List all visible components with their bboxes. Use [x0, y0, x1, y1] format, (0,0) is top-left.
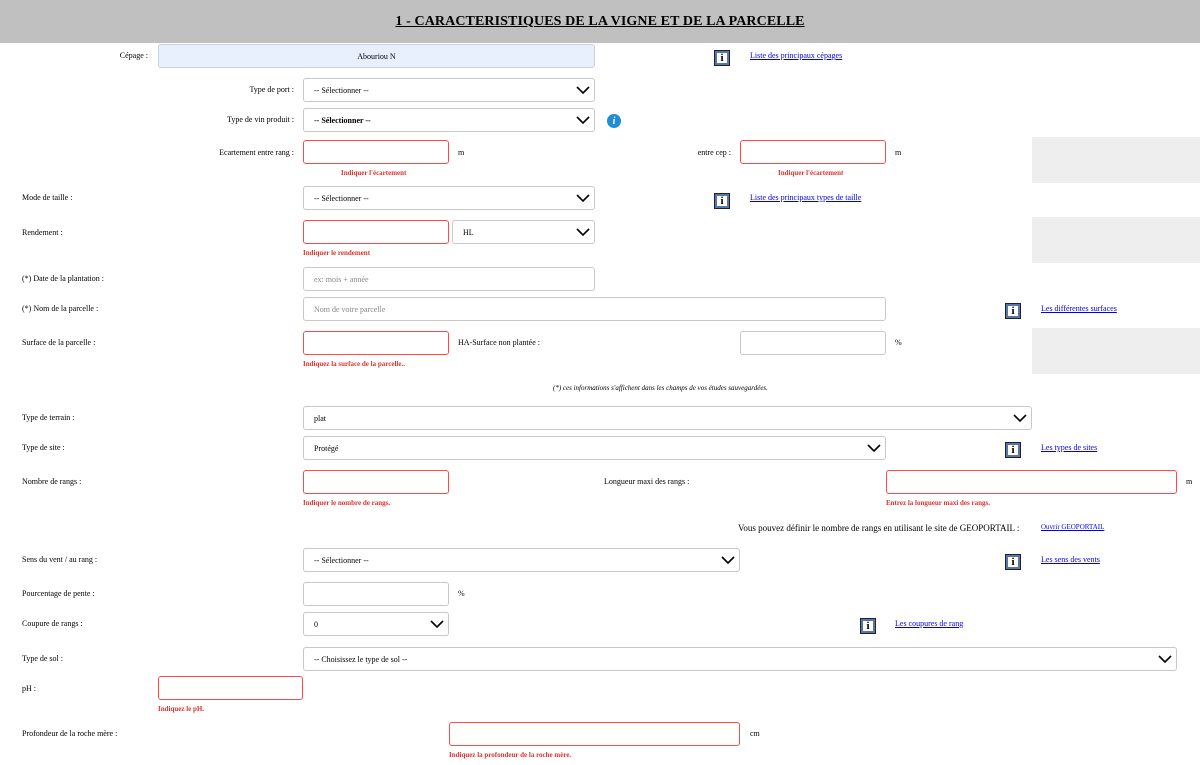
sens-vent-value: -- Sélectionner --: [314, 555, 369, 565]
ecartement-input[interactable]: [303, 140, 449, 164]
ph-input[interactable]: [158, 676, 303, 700]
nombre-rangs-error: Indiquer le nombre de rangs.: [303, 499, 391, 507]
profondeur-error: Indiquez la profondeur de la roche mère.: [449, 751, 572, 759]
cepages-link[interactable]: Liste des principaux cépages: [750, 51, 843, 60]
profondeur-unit: cm: [750, 729, 760, 738]
surface-non-plantee-input[interactable]: [740, 331, 886, 355]
ecartement-error: Indiquer l'écartement: [341, 169, 407, 177]
type-port-select[interactable]: [303, 78, 595, 102]
profondeur-label: Profondeur de la roche mère :: [22, 729, 118, 738]
rendement-label: Rendement :: [22, 228, 63, 237]
rendement-unit-select[interactable]: [452, 220, 595, 244]
section-header: [0, 0, 1200, 43]
info-icon[interactable]: i: [1006, 555, 1020, 569]
chevron-down-icon: [576, 115, 590, 125]
coupures-link[interactable]: Les coupures de rang: [895, 619, 964, 628]
info-icon[interactable]: i: [715, 194, 729, 208]
nombre-rangs-input[interactable]: [303, 470, 449, 494]
longueur-input[interactable]: [886, 470, 1177, 494]
mode-taille-value: -- Sélectionner --: [314, 193, 369, 203]
mode-taille-select[interactable]: [303, 186, 595, 210]
surfaces-link[interactable]: Les différentes surfaces: [1041, 304, 1117, 313]
coupure-value: 0: [314, 619, 318, 629]
ph-error: Indiquez le pH.: [158, 705, 205, 713]
rendement-input[interactable]: [303, 220, 449, 244]
rendement-error: Indiquer le rendement: [303, 249, 371, 257]
type-terrain-select[interactable]: [303, 406, 1032, 430]
profondeur-input[interactable]: [449, 722, 740, 746]
surface-input[interactable]: [303, 331, 449, 355]
entre-cep-unit: m: [895, 148, 902, 157]
cepage-label: Cépage :: [119, 51, 148, 60]
geoportail-text: Vous pouvez définir le nombre de rangs en utilisant le site de GEOPORTAIL :: [738, 523, 1020, 533]
chevron-down-icon: [867, 443, 881, 453]
type-vin-select[interactable]: [303, 108, 595, 132]
entre-cep-label: entre cep :: [697, 148, 731, 157]
longueur-label: Longueur maxi des rangs :: [604, 477, 690, 486]
types-sites-link[interactable]: Les types de sites: [1041, 443, 1098, 452]
type-sol-value: -- Choisissez le type de sol --: [314, 654, 408, 664]
info-icon[interactable]: i: [1006, 443, 1020, 457]
type-sol-label: Type de sol :: [22, 654, 63, 663]
grey-panel: [1032, 137, 1200, 183]
sens-vent-label: Sens du vent / au rang :: [22, 555, 98, 564]
surface-label: Surface de la parcelle :: [22, 338, 96, 347]
ph-label: pH :: [22, 684, 36, 693]
longueur-unit: m: [1186, 477, 1193, 486]
type-terrain-value: plat: [314, 413, 326, 423]
pente-label: Pourcentage de pente :: [22, 589, 95, 598]
info-icon[interactable]: i: [1006, 304, 1020, 318]
geoportail-link[interactable]: Ouvrir GEOPORTAIL: [1041, 523, 1105, 531]
surface-percent: %: [895, 338, 902, 347]
date-plantation-label: (*) Date de la plantation :: [22, 274, 104, 283]
type-site-label: Type de site :: [22, 443, 65, 452]
coupure-label: Coupure de rangs :: [22, 619, 83, 628]
nombre-rangs-label: Nombre de rangs :: [22, 477, 82, 486]
info-circle-icon[interactable]: i: [607, 114, 621, 128]
type-port-value: -- Sélectionner --: [314, 85, 369, 95]
nom-parcelle-label: (*) Nom de la parcelle :: [22, 304, 99, 313]
type-terrain-label: Type de terrain :: [22, 413, 75, 422]
rendement-unit-value: HL: [463, 227, 474, 237]
pente-input[interactable]: [303, 582, 449, 606]
type-site-value: Protégé: [314, 443, 339, 453]
ecartement-label: Ecartement entre rang :: [219, 148, 294, 157]
surface-error: Indiquez la surface de la parcelle..: [303, 360, 405, 368]
saved-info-note: (*) ces informations s'affichent dans les champs de vos études sauvegardées.: [553, 384, 768, 392]
nom-parcelle-input[interactable]: Nom de votre parcelle: [303, 297, 886, 321]
surface-non-plantee-label: HA-Surface non plantée :: [458, 338, 540, 347]
type-vin-value: -- Sélectionner --: [314, 115, 371, 125]
chevron-down-icon: [430, 619, 444, 629]
info-icon[interactable]: i: [715, 51, 729, 65]
cepage-field[interactable]: Abouriou N: [158, 44, 595, 68]
entre-cep-error: Indiquer l'écartement: [778, 169, 844, 177]
entre-cep-input[interactable]: [740, 140, 886, 164]
date-plantation-input[interactable]: ex: mois + année: [303, 267, 595, 291]
ecartement-unit: m: [458, 148, 465, 157]
grey-panel: [1032, 328, 1200, 374]
coupure-select[interactable]: [303, 612, 449, 636]
chevron-down-icon: [576, 193, 590, 203]
chevron-down-icon: [576, 85, 590, 95]
type-site-select[interactable]: [303, 436, 886, 460]
longueur-error: Entrez la longueur maxi des rangs.: [886, 499, 990, 507]
info-icon[interactable]: i: [861, 619, 875, 633]
type-port-label: Type de port :: [249, 85, 294, 94]
pente-unit: %: [458, 589, 465, 598]
mode-taille-label: Mode de taille :: [22, 193, 73, 202]
type-sol-select[interactable]: [303, 647, 1177, 671]
type-vin-label: Type de vin produit :: [227, 115, 294, 124]
sens-vents-link[interactable]: Les sens des vents: [1041, 555, 1100, 564]
page-title: 1 - CARACTERISTIQUES DE LA VIGNE ET DE LA PARCELLE: [395, 13, 805, 29]
grey-panel: [1032, 217, 1200, 263]
chevron-down-icon: [1013, 413, 1027, 423]
chevron-down-icon: [576, 227, 590, 237]
taille-link[interactable]: Liste des principaux types de taille: [750, 193, 862, 202]
sens-vent-select[interactable]: [303, 548, 740, 572]
chevron-down-icon: [1158, 654, 1172, 664]
chevron-down-icon: [721, 555, 735, 565]
